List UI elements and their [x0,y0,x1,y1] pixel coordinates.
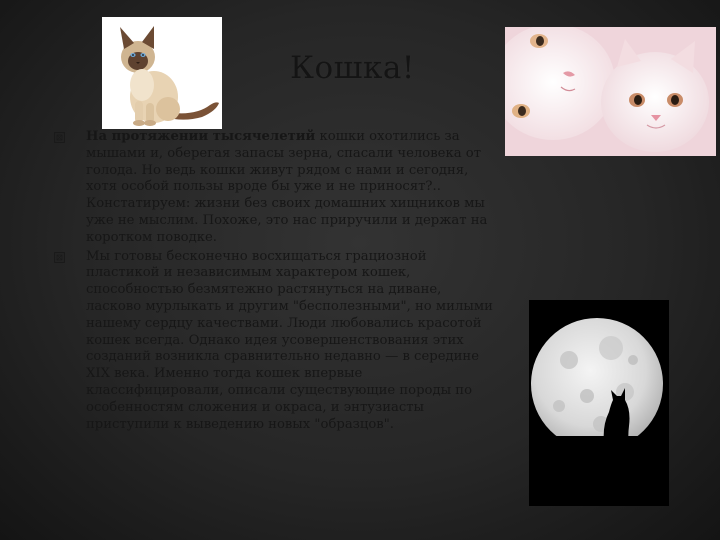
cat-photo [102,17,222,129]
kittens-photo [505,27,716,156]
kittens-illustration [505,27,716,156]
bullet-item [48,129,500,247]
slide-title: Кошка! [290,50,415,86]
bullet-text: Мы готовы бесконечно восхищаться грациозной пластикой и независимым характером кошек, способностью безмятежно растянуться на диване, ласково мурлыкать и другим "бесполезными", но милыми нашему сердцу качествами. Люди любовались красотой кошек всегда. Однако идея усовершенствования этих созданий возникла сравнительно недавно — в середине XIX века. Именно тогда кошек впервые классифицировали, описали существующие породы по особенностям сложения и окраса, и энтузиасты приступили к выведению новых "образцов". [86,248,493,432]
square-bullet-icon [54,132,65,143]
cat-illustration [102,17,222,129]
bullet-list [48,129,500,435]
square-bullet-icon [54,252,65,263]
bullet-text: кошки охотились за мышами и, оберегая запасы зерна, спасали человека от голода. Но ведь кошки живут рядом с нами и сегодня, хотя особой пользы вроде бы уже и не приносят?.. Констатируем: жизни без своих домашних хищников мы уже не мыслим. Похоже, это нас приручили и держат на коротком поводке. [86,129,488,245]
moon-illustration [529,300,669,506]
bullet-item [48,249,500,434]
bullet-lead-text: На протяжении тысячелетий [86,129,316,144]
moon-cat-silhouette-photo [529,300,669,506]
